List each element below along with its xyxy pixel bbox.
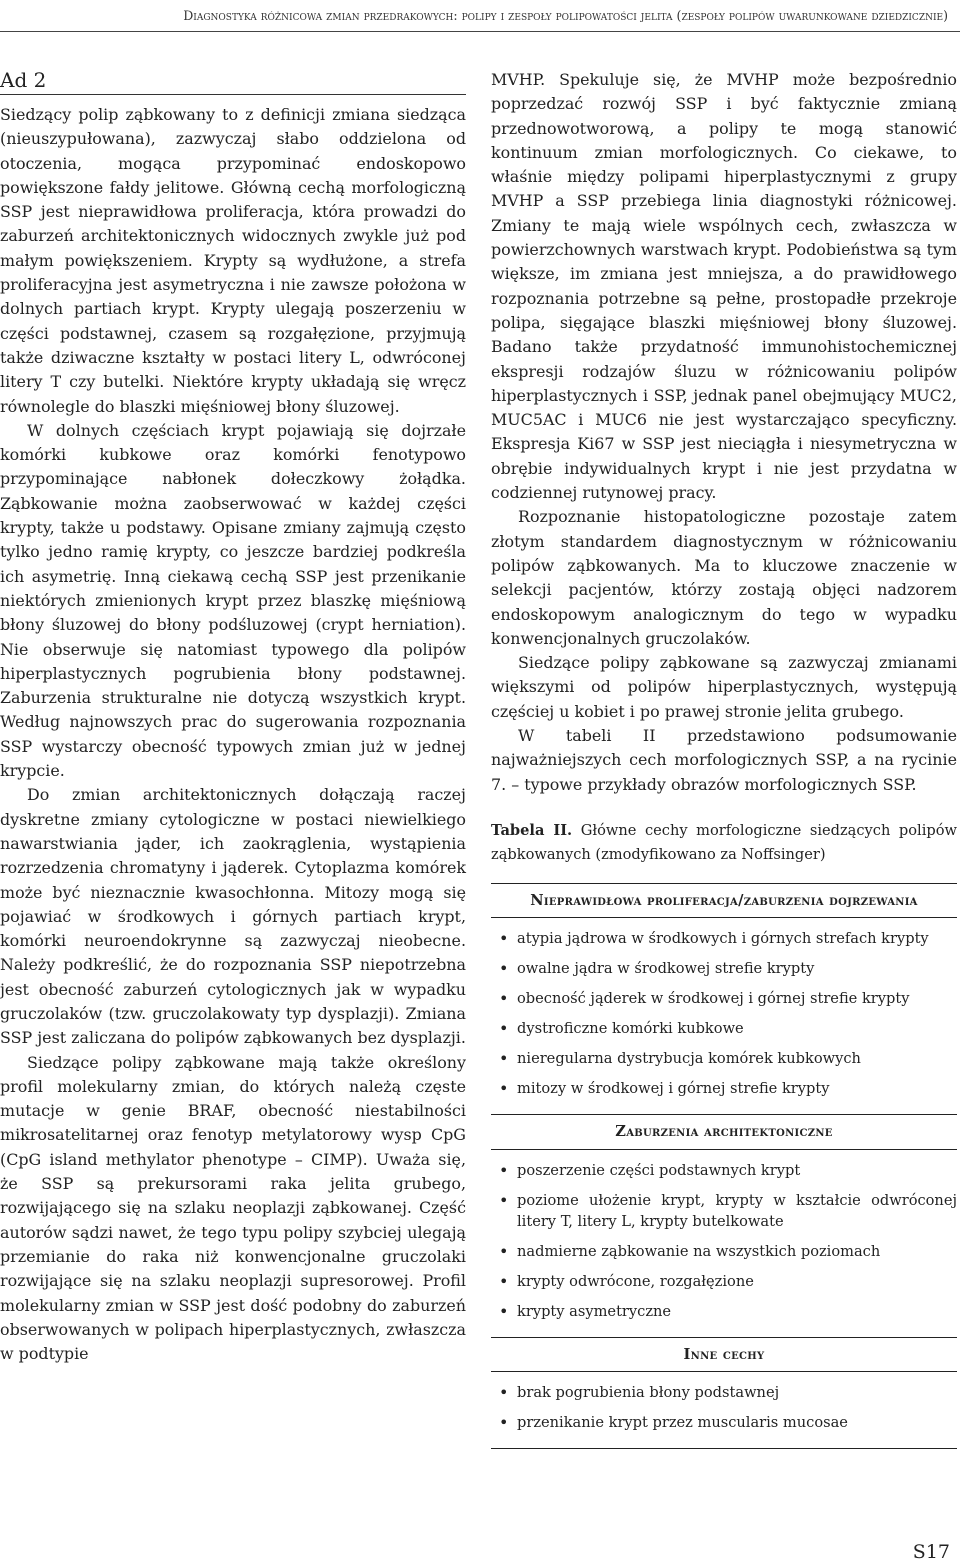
table-item: • poziome ułożenie krypt, krypty w kształcie odwróconej litery T, litery L, krypty butelkowate (491, 1190, 957, 1232)
paragraph: Do zmian architektonicznych dołączają raczej dyskretne zmiany cytologiczne w postaci niewielkiego nawarstwiania jąder, ich zaokrąglenia, wystąpienia rozrzedzenia chromatyny i jąderek. Cytoplazma komórek może być nieznacznie kwasochłonna. Mitozy mogą się pojawiać w środkowych i górnych partiach krypt, komórki neuroendokrynne są zazwyczaj nieobecne. Należy podkreślić, że do rozpoznania SSP niepotrzebna jest obecność zaburzeń cytologicznych jak w wypadku gruczolaków (tzw. gruczolakowaty typ dysplazji). Zmiana SSP jest zaliczana do polipów ząbkowanych bez dysplazji. (0, 785, 466, 1048)
table-item: • przenikanie krypt przez muscularis mucosae (491, 1412, 957, 1433)
paragraph: Rozpoznanie histopatologiczne pozostaje zatem złotym standardem diagnostycznym w różnicowaniu polipów ząbkowanych. Ma to kluczowe znaczenie w selekcji pacjentów, którzy zostają objęci nadzorem endoskopowym analogicznym do tego w wypadku konwencjonalnych gruczolaków. (491, 507, 957, 648)
table-item: • dystroficzne komórki kubkowe (491, 1018, 957, 1039)
table-section-heading: Inne cechy (491, 1337, 957, 1372)
header-rule (0, 31, 960, 32)
paragraph: Siedzące polipy ząbkowane mają także określony profil molekularny zmian, do których należą częste mutacje w genie BRAF, obecność niestabilności mikrosatelitarnej oraz fenotyp metylatorowy wysp CpG (CpG island methylator phenotype – CIMP). Uważa się, że SSP są prekursorami raka jelita grubego, rozwijającego się na szlaku neoplazji ząbkowanej. Część autorów sądzi nawet, że tego typu polipy szybciej ulegają przemianie do raka niż konwencjonalne gruczolaki rozwijające się na szlaku neoplazji supresorowej. Profil molekularny zmian w SSP jest dość podobny do zaburzeń obserwowanych w polipach hiperplastycznych, zwłaszcza w podtypie (0, 1052, 466, 1364)
table-caption (491, 819, 957, 867)
table-list (491, 918, 957, 1114)
table-item: • krypty asymetryczne (491, 1301, 957, 1322)
running-head: Diagnostyka różnicowa zmian przedrakowych: polipy i zespoły polipowatości jelita (zespoły polipów uwarunkowane dziedzicznie) (183, 8, 948, 23)
table-section-heading: Nieprawidłowa proliferacja/zaburzenia dojrzewania (491, 884, 957, 918)
table-list (491, 1372, 957, 1449)
table-item: • owalne jądra w środkowej strefie krypty (491, 958, 957, 979)
table-item: • nieregularna dystrybucja komórek kubkowych (491, 1048, 957, 1069)
table-item: • brak pogrubienia błony podstawnej (491, 1382, 957, 1403)
right-column (491, 68, 957, 1449)
table-item: • obecność jąderek w środkowej i górnej strefie krypty (491, 988, 957, 1009)
table-item: • mitozy w środkowej i górnej strefie krypty (491, 1078, 957, 1099)
table-item: • nadmierne ząbkowanie na wszystkich poziomach (491, 1241, 957, 1262)
paragraph: W tabeli II przedstawiono podsumowanie najważniejszych cech morfologicznych SSP, a na rycinie 7. – typowe przykłady obrazów morfologicznych SSP. (491, 726, 957, 794)
left-column (0, 68, 466, 1366)
table-caption-label: Tabela II. (491, 821, 573, 839)
features-table (491, 883, 957, 1449)
paragraph: MVHP. Spekuluje się, że MVHP może bezpośrednio poprzedzać rozwój SSP i być faktycznie zmianą przednowotworową, a polipy te mogą stanowić kontinuum zmian morfologicznych. Co ciekawe, to właśnie między polipami hiperplastycznymi z grupy MVHP a SSP przebiega linia diagnostyki różnicowej. Zmiany te mają wiele wspólnych cech, zwłaszcza w powierzchownych warstwach krypt. Podobieństwa są tym większe, im zmiana jest mniejsza, a do prawidłowego rozpoznania potrzebne są pełne, prostopadłe przekroje polipa, sięgające blaszki mięśniowej błony śluzowej. Badano także przydatność immunohistochemicznej ekspresji rodzajów śluzu w różnicowaniu polipów hiperplastycznych i SSP, jednak panel obejmujący MUC2, MUC5AC i MUC6 nie jest wystarczająco specyficzny. Ekspresja Ki67 w SSP jest nieciągła i niesymetryczna w obrębie indywidualnych krypt i nie jest przydatna w codziennej rutynowej pracy. (491, 70, 957, 503)
paragraph: Siedzący polip ząbkowany to z definicji zmiana siedząca (nieuszypułowana), zazwyczaj słabo oddzielona od otoczenia, mogąca przypominać endoskopowo powiększone fałdy jelitowe. Główną cechą morfologiczną SSP jest nieprawidłowa proliferacja, która prowadzi do zaburzeń architektonicznych widocznych zwykle już pod małym powiększeniem. Krypty są wydłużone, a strefa proliferacyjna jest asymetryczna i nie zawsze położona w dolnych partiach krypt. Krypty ulegają poszerzeniu w części podstawnej, czasem są rozgałęzione, przyjmują także dziwaczne kształty w postaci litery L, odwróconej litery T czy butelki. Niektóre krypty układają się wręcz równolegle do blaszki mięśniowej błony śluzowej. (0, 105, 466, 416)
page-number: S17 (912, 1541, 950, 1563)
section-title: Ad 2 (0, 68, 466, 95)
table-section-heading: Zaburzenia architektoniczne (491, 1114, 957, 1149)
paragraph: W dolnych częściach krypt pojawiają się dojrzałe komórki kubkowe oraz komórki fenotypowo przypominające nabłonek dołeczkowy żołądka. Ząbkowanie można zaobserwować w każdej części krypty, także u podstawy. Opisane zmiany zajmują często tylko jedno ramię krypty, co jeszcze bardziej podkreśla ich asymetrię. Inną ciekawą cechą SSP jest przenikanie niektórych zmienionych krypt przez blaszkę mięśniową błony śluzowej do błony podśluzowej (crypt herniation). Nie obserwuje się natomiast typowego dla polipów hiperplastycznych pogrubienia błony podstawnej. Zaburzenia strukturalne nie dotyczą wszystkich krypt. Według najnowszych prac do sugerowania rozpoznania SSP wystarczy obecność typowych zmian już w jednej krypcie. (0, 420, 466, 781)
table-item: • poszerzenie części podstawnych krypt (491, 1160, 957, 1181)
table-caption-text: Główne cechy morfologiczne siedzących polipów ząbkowanych (zmodyfikowano za Noffsinger) (491, 821, 957, 863)
table-item: • krypty odwrócone, rozgałęzione (491, 1271, 957, 1292)
paragraph: Siedzące polipy ząbkowane są zazwyczaj zmianami większymi od polipów hiperplastycznych, występują częściej u kobiet i po prawej stronie jelita grubego. (491, 653, 957, 721)
table-list (491, 1150, 957, 1337)
table-item: • atypia jądrowa w środkowych i górnych strefach krypty (491, 928, 957, 949)
